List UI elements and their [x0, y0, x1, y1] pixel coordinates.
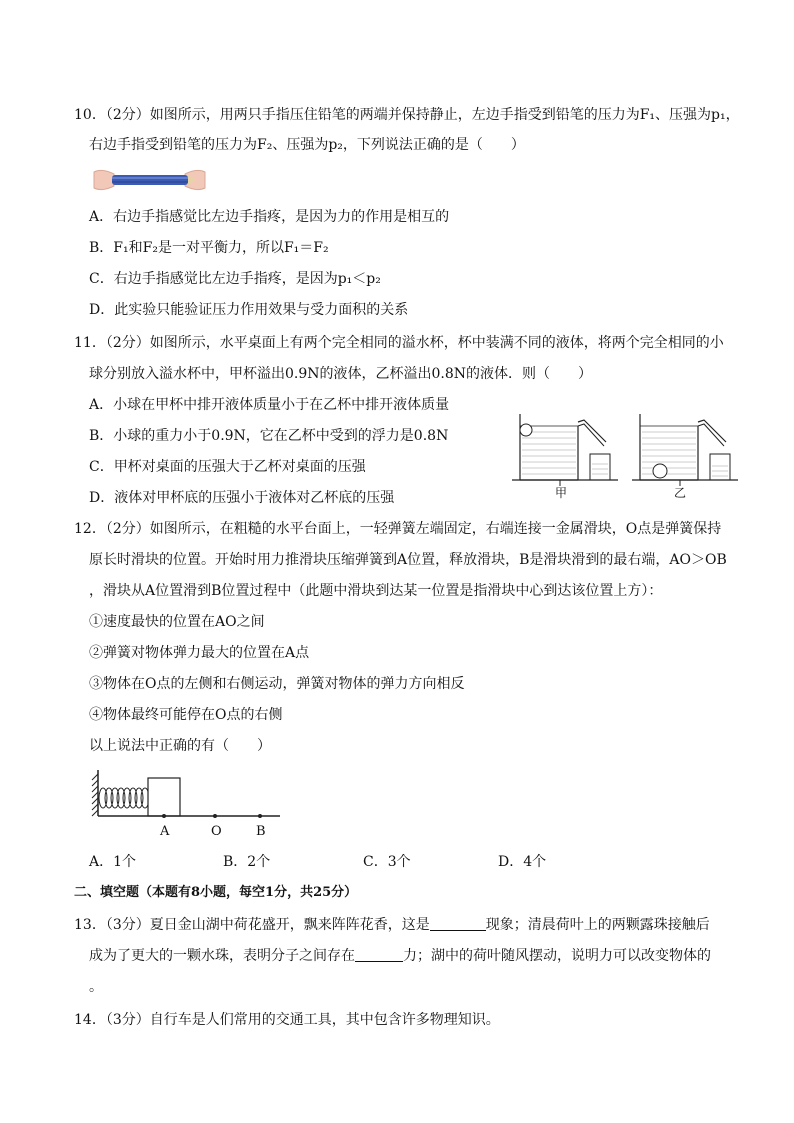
q12-statement-3: ③物体在O点的左侧和右侧运动，弹簧对物体的弹力方向相反 — [89, 676, 465, 692]
q12-statement-1: ①速度最快的位置在AO之间 — [89, 614, 265, 630]
spring-coil — [99, 788, 149, 808]
q11-label-jia: 甲 — [555, 486, 568, 500]
spring-slider-figure — [90, 766, 290, 822]
q13-part5: 。 — [89, 979, 103, 995]
q10-stem-line2: 右边手指受到铅笔的压力为F₂、压强为p₂，下列说法正确的是（ ） — [89, 137, 525, 153]
cup-jia — [512, 414, 618, 486]
q11-label-yi: 乙 — [674, 486, 687, 500]
q13-part1: 13．（3分）夏日金山湖中荷花盛开，飘来阵阵花香，这是 — [74, 917, 430, 933]
q13-part4: 力；湖中的荷叶随风摆动，说明力可以改变物体的 — [403, 948, 711, 964]
q12-point-o: O — [211, 824, 222, 839]
q10-option-a: A．右边手指感觉比左边手指疼，是因为力的作用是相互的 — [89, 209, 450, 225]
q12-option-c: C．3个 — [363, 854, 411, 870]
overflow-cups-figure — [512, 408, 742, 498]
q12-statement-2: ②弹簧对物体弹力最大的位置在A点 — [89, 645, 310, 661]
q10-option-d: D．此实验只能验证压力作用效果与受力面积的关系 — [89, 302, 409, 318]
q13-part3: 成为了更大的一颗水珠，表明分子之间存在 — [89, 948, 355, 964]
q11-option-a: A．小球在甲杯中排开液体质量小于在乙杯中排开液体质量 — [89, 397, 450, 413]
q12-point-b: B — [256, 824, 266, 839]
q12-ask: 以上说法中正确的有（ ） — [89, 738, 271, 754]
q12-stem-line1: 12．（2分）如图所示，在粗糙的水平台面上，一轻弹簧左端固定，右端连接一金属滑块，O点是弹簧保持 — [74, 521, 722, 537]
q10-option-c: C．右边手指感觉比左边手指疼，是因为p₁＜p₂ — [89, 271, 381, 287]
q12-statement-4: ④物体最终可能停在O点的右侧 — [89, 707, 283, 723]
q12-point-a: A — [160, 824, 170, 839]
q13-part2: 现象；清晨荷叶上的两颗露珠接触后 — [485, 917, 710, 933]
ball-jia — [520, 424, 532, 436]
q12-stem-line3: ，滑块从A位置滑到B位置过程中（此题中滑块到达某一位置是指滑块中心到达该位置上方）： — [89, 583, 663, 599]
point-o-dot — [213, 814, 217, 818]
slider-block — [148, 778, 180, 816]
cup-yi — [632, 414, 738, 486]
pencil-fingers-figure — [92, 166, 207, 194]
q13-line1 — [74, 916, 710, 934]
q11-stem-line2: 球分别放入溢水杯中，甲杯溢出0.9N的液体，乙杯溢出0.8N的液体．则（ ） — [89, 366, 593, 382]
section-heading: 二、填空题（本题有8小题，每空1分，共25分） — [74, 885, 358, 900]
q10-stem-line1: 10．（2分）如图所示，用两只手指压住铅笔的两端并保持静止，左边手指受到铅笔的压力为F₁、压强为p₁， — [74, 107, 740, 123]
q12-option-d: D．4个 — [498, 854, 547, 870]
q12-option-b: B．2个 — [223, 854, 271, 870]
ball-yi — [653, 464, 667, 478]
q11-option-c: C．甲杯对桌面的压强大于乙杯对桌面的压强 — [89, 459, 366, 475]
q11-option-b: B．小球的重力小于0.9N，它在乙杯中受到的浮力是0.8N — [89, 428, 449, 444]
point-a-dot — [162, 814, 166, 818]
q11-option-d: D．液体对甲杯底的压强小于液体对乙杯底的压强 — [89, 490, 395, 506]
q13-line2 — [89, 947, 711, 965]
q13-line3 — [89, 978, 103, 996]
q14-stem: 14．（3分）自行车是人们常用的交通工具，其中包含许多物理知识。 — [74, 1012, 500, 1028]
q13-blank2[interactable] — [355, 947, 403, 962]
q11-stem-line1: 11．（2分）如图所示，水平桌面上有两个完全相同的溢水杯，杯中装满不同的液体，将两个完全相同的小 — [74, 335, 724, 351]
q13-blank1[interactable] — [430, 916, 486, 931]
q12-option-a: A．1个 — [89, 854, 137, 870]
q10-option-b: B．F₁和F₂是一对平衡力，所以F₁＝F₂ — [89, 240, 329, 256]
q12-stem-line2: 原长时滑块的位置。开始时用力推滑块压缩弹簧到A位置，释放滑块，B是滑块滑到的最右端，AO＞OB — [89, 552, 727, 568]
point-b-dot — [258, 814, 262, 818]
